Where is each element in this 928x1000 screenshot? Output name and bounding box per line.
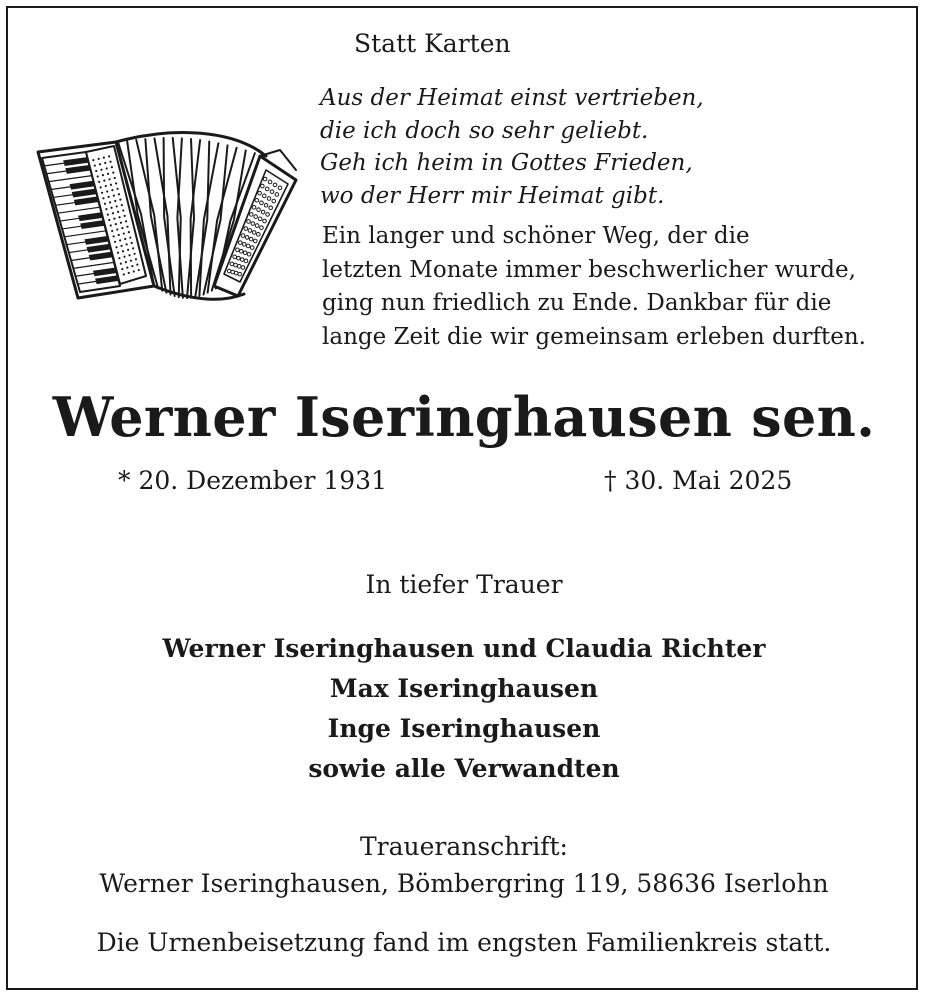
poem-line: wo der Herr mir Heimat gibt. (320, 182, 665, 209)
farewell-text (322, 220, 866, 354)
mourning-line: In tiefer Trauer (365, 570, 563, 599)
deceased-name: Werner Iseringhausen sen. (52, 385, 876, 449)
farewell-line: ging nun friedlich zu Ende. Dankbar für die (322, 290, 832, 316)
poem-line: Aus der Heimat einst vertrieben, (320, 85, 704, 111)
accordion-icon (34, 126, 300, 308)
death-date: † 30. Mai 2025 (604, 466, 793, 495)
mourner: sowie alle Verwandten (308, 754, 620, 783)
mourning-address (0, 828, 928, 902)
mourners-list (0, 629, 928, 789)
poem (320, 82, 704, 212)
address-value: Werner Iseringhausen, Bömbergring 119, 58636 Iserlohn (99, 869, 829, 898)
birth-date: * 20. Dezember 1931 (118, 466, 387, 495)
farewell-line: Ein langer und schöner Weg, der die (322, 223, 750, 249)
farewell-line: letzten Monate immer beschwerlicher wurde, (322, 256, 856, 283)
notice-intro: Statt Karten (354, 29, 511, 58)
address-label: Traueranschrift: (360, 832, 568, 861)
closing-note: Die Urnenbeisetzung fand im engsten Familienkreis statt. (96, 928, 832, 957)
poem-line: die ich doch so sehr geliebt. (320, 117, 649, 144)
poem-line: Geh ich heim in Gottes Frieden, (320, 150, 693, 176)
mourner: Max Iseringhausen (329, 674, 599, 703)
mourner: Inge Iseringhausen (327, 714, 601, 743)
mourner: Werner Iseringhausen und Claudia Richter (162, 634, 766, 663)
farewell-line: lange Zeit die wir gemeinsam erleben durften. (322, 323, 866, 350)
